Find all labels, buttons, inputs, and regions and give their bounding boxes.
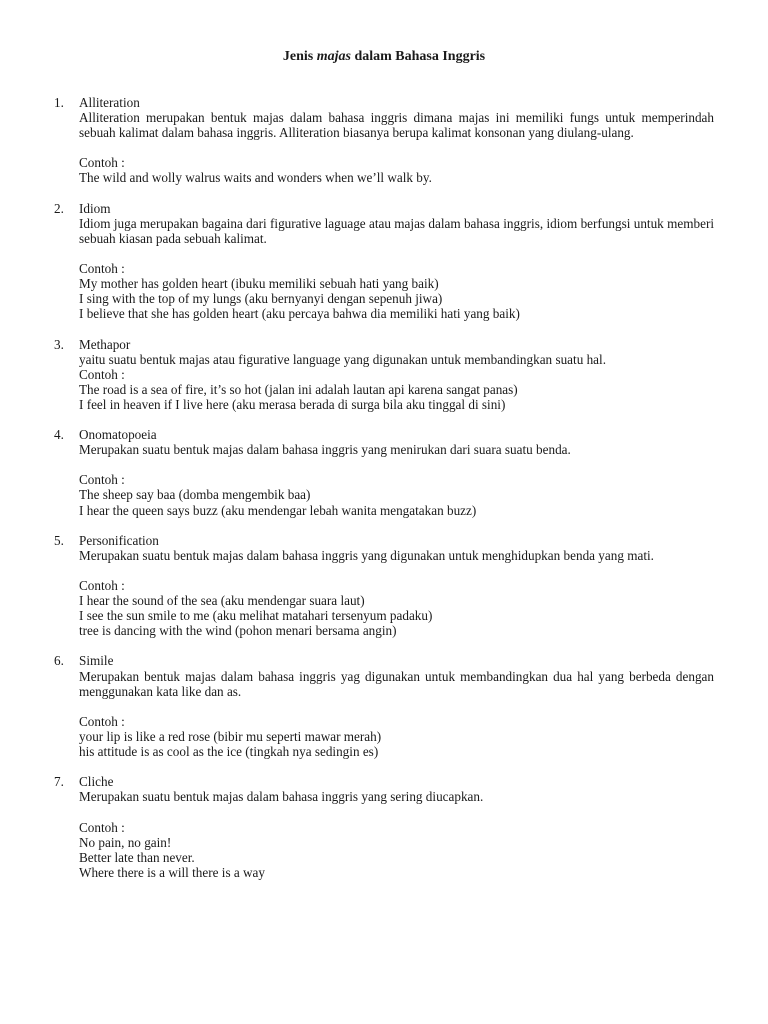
item-description: Merupakan suatu bentuk majas dalam bahasa inggris yang sering diucapkan. <box>79 789 484 805</box>
majas-list <box>54 95 714 880</box>
contoh-label: Contoh : <box>79 578 125 593</box>
example-sentence: I hear the sound of the sea (aku mendengar suara laut) <box>79 593 365 609</box>
item-description: Merupakan suatu bentuk majas dalam bahasa inggris yang menirukan dari suara suatu benda. <box>79 442 571 458</box>
example-sentence: I hear the queen says buzz (aku mendengar lebah wanita mengatakan buzz) <box>79 502 477 518</box>
item-title: Personification <box>79 532 159 548</box>
example-sentence: I see the sun smile to me (aku melihat matahari tersenyum padaku) <box>79 608 433 624</box>
spacer <box>79 804 714 819</box>
item-description: Merupakan bentuk majas dalam bahasa inggris yag digunakan untuk membandingkan dua hal yang berbeda dengan menggunakan kata like dan as. <box>79 668 714 699</box>
example-sentence: The sheep say baa (domba mengembik baa) <box>79 487 311 503</box>
contoh-label: Contoh : <box>79 366 125 382</box>
item-title: Idiom <box>79 200 111 216</box>
example-sentence: Better late than never. <box>79 849 195 865</box>
item-number: 1. <box>54 95 64 110</box>
page-title <box>0 49 768 64</box>
item-number: 3. <box>54 336 64 352</box>
example-sentence: I sing with the top of my lungs (aku bernyanyi dengan sepenuh jiwa) <box>79 291 443 307</box>
example-sentence: I feel in heaven if I live here (aku merasa berada di surga bila aku tinggal di sini) <box>79 396 506 412</box>
item-description: yaitu suatu bentuk majas atau figurative language yang digunakan untuk membandingkan suatu hal. <box>79 351 606 367</box>
example-sentence: My mother has golden heart (ibuku memiliki sebuah hati yang baik) <box>79 276 439 292</box>
item-title: Simile <box>79 653 114 669</box>
contoh-label: Contoh : <box>79 819 125 835</box>
list-item <box>54 427 714 518</box>
item-number: 7. <box>54 774 64 790</box>
item-description: Merupakan suatu bentuk majas dalam bahasa inggris yang digunakan untuk menghidupkan benda yang mati. <box>79 547 654 563</box>
contoh-label: Contoh : <box>79 155 125 171</box>
example-sentence: tree is dancing with the wind (pohon menari bersama angin) <box>79 623 397 639</box>
spacer <box>79 140 714 155</box>
spacer <box>79 699 714 714</box>
example-sentence: your lip is like a red rose (bibir mu seperti mawar merah) <box>79 728 382 744</box>
spacer <box>79 246 714 261</box>
example-sentence: The wild and wolly walrus waits and wonders when we’ll walk by. <box>79 170 432 186</box>
title-part-3: dalam Bahasa Inggris <box>350 49 486 64</box>
example-sentence: No pain, no gain! <box>79 834 172 850</box>
item-description: Idiom juga merupakan bagaina dari figurative laguage atau majas dalam bahasa inggris, idiom berfungsi untuk memberi sebuah kiasan pada sebuah kalimat. <box>79 215 714 246</box>
item-number: 6. <box>54 653 64 669</box>
contoh-label: Contoh : <box>79 261 125 277</box>
item-number: 5. <box>54 532 64 548</box>
list-item <box>54 533 714 639</box>
title-part-1: Jenis <box>282 49 317 64</box>
contoh-label: Contoh : <box>79 713 125 729</box>
item-title: Cliche <box>79 774 114 790</box>
item-description: Alliteration merupakan bentuk majas dalam bahasa inggris dimana majas ini memiliki fungs untuk memperindah sebuah kalimat dalam bahasa inggris. Alliteration biasanya berupa kalimat konsonan yang diulang-ulang. <box>79 110 714 141</box>
list-item <box>54 774 714 880</box>
item-title: Methapor <box>79 336 131 352</box>
list-item <box>54 653 714 759</box>
example-sentence: his attitude is as cool as the ice (tingkah nya sedingin es) <box>79 744 379 760</box>
title-italic-word: majas <box>316 49 351 64</box>
example-sentence: The road is a sea of fire, it’s so hot (jalan ini adalah lautan api karena sangat panas) <box>79 381 518 397</box>
item-title: Onomatopoeia <box>79 427 157 443</box>
spacer <box>79 457 714 472</box>
example-sentence: I believe that she has golden heart (aku percaya bahwa dia memiliki hati yang baik) <box>79 306 520 322</box>
item-number: 2. <box>54 200 64 216</box>
item-title: Alliteration <box>79 95 140 110</box>
spacer <box>79 563 714 578</box>
example-sentence: Where there is a will there is a way <box>79 864 266 880</box>
item-number: 4. <box>54 427 64 443</box>
contoh-label: Contoh : <box>79 472 125 488</box>
list-item <box>54 95 714 186</box>
list-item <box>54 201 714 322</box>
list-item <box>54 337 714 412</box>
